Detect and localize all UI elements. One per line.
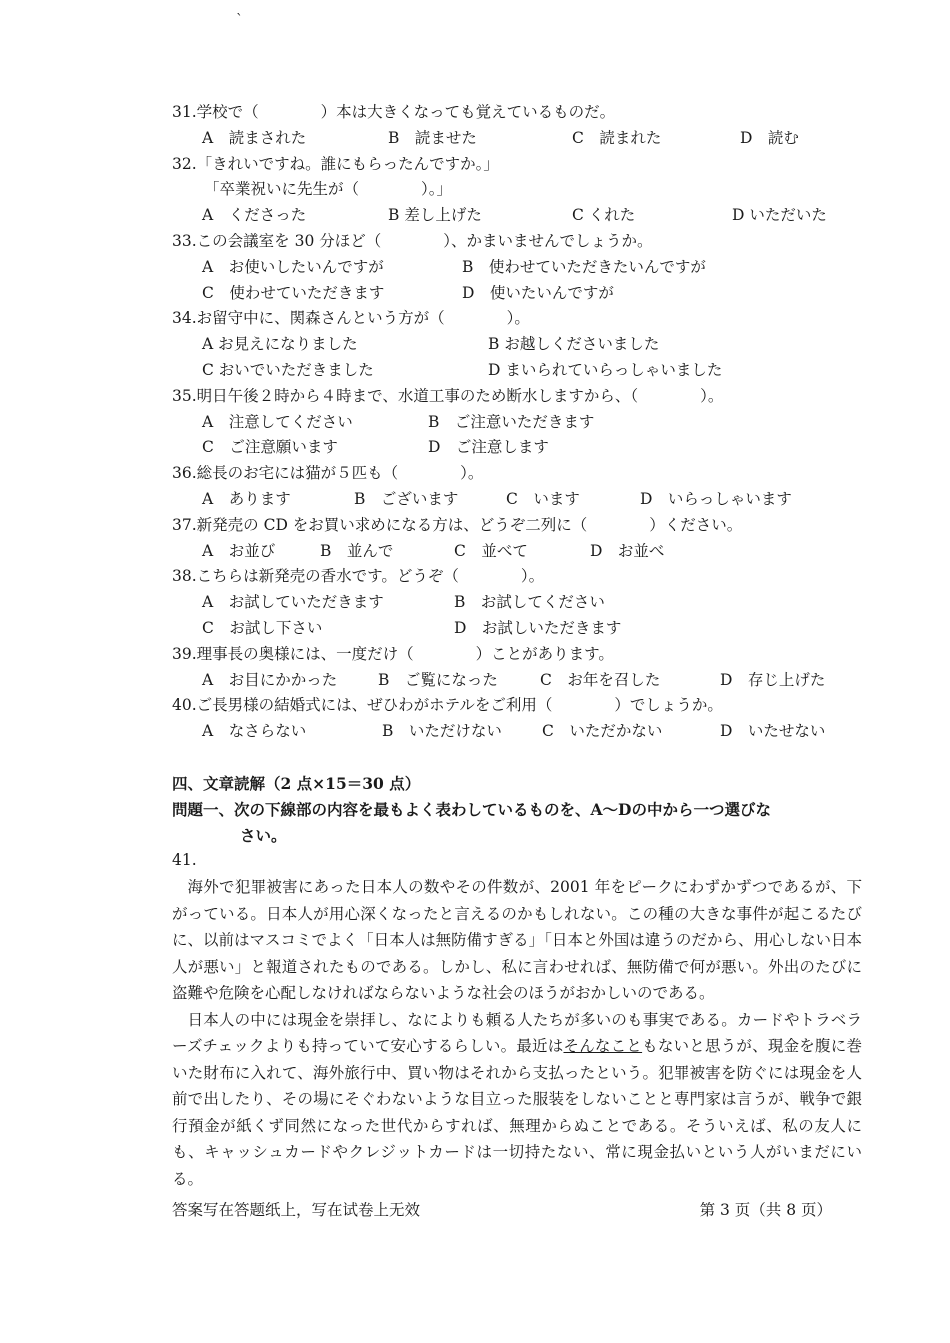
- question-number: 35.: [172, 386, 197, 405]
- options-row: [172, 590, 862, 616]
- question-36: [172, 461, 862, 487]
- option-c: C くれた: [572, 206, 636, 225]
- question-number: 34.: [172, 309, 197, 328]
- options-row: [172, 616, 862, 642]
- option-c: C います: [506, 489, 580, 508]
- question-38: [172, 564, 862, 590]
- options-row: [172, 435, 862, 461]
- option-a: A お見えになりました: [202, 335, 358, 354]
- option-b: B ご注意いただきます: [428, 412, 595, 431]
- option-c: C 使わせていただきます: [202, 283, 385, 302]
- option-b: B 差し上げた: [388, 206, 482, 225]
- option-d: D いたせない: [720, 722, 826, 741]
- question-number: 37.: [172, 515, 197, 534]
- question-32: [172, 152, 862, 178]
- instruction-line2: さい。: [240, 825, 287, 845]
- instruction-line1: 問題一、次の下線部の内容を最もよく表わしているものを、A～Dの中から一つ選びな: [172, 799, 771, 819]
- option-b: B 読ませた: [388, 128, 477, 147]
- option-a: A お目にかかった: [202, 670, 338, 689]
- stray-mark: `: [236, 12, 243, 28]
- option-a: A お使いしたいんですが: [202, 257, 384, 276]
- question-number: 38.: [172, 567, 197, 586]
- option-c: C 読まれた: [572, 128, 662, 147]
- page-footer: [172, 1198, 832, 1220]
- options-row: [172, 539, 862, 565]
- option-c: C お試し下さい: [202, 618, 323, 637]
- options-row: [172, 719, 862, 745]
- option-a: A 注意してください: [202, 412, 353, 431]
- question-stem: こちらは新発売の香水です。どうぞ（ ）。: [196, 567, 545, 586]
- question-number: 31.: [172, 103, 197, 121]
- option-c: C 並べて: [454, 541, 528, 560]
- exam-content: [172, 100, 862, 1192]
- option-a: A くださった: [202, 206, 307, 225]
- option-d: D お並べ: [590, 541, 665, 560]
- item-number: 41.: [172, 851, 197, 870]
- option-a: A なさらない: [202, 722, 307, 741]
- option-a: A 読まされた: [202, 128, 307, 147]
- question-33: [172, 229, 862, 255]
- options-row: [172, 281, 862, 307]
- option-c: C ご注意願います: [202, 438, 338, 457]
- option-d: D 読む: [740, 128, 799, 147]
- options-row: [172, 358, 862, 384]
- question-number: 32.: [172, 154, 197, 173]
- option-d: D 使いたいんですが: [462, 283, 614, 302]
- question-stem: 明日午後２時から４時まで、水道工事のため断水しますから、（ ）。: [196, 386, 724, 405]
- question-35: [172, 384, 862, 410]
- question-stem: この会議室を 30 分ほど（ ）、かまいませんでしょうか。: [196, 231, 653, 250]
- passage-paragraph-1: 海外で犯罪被害にあった日本人の数やその件数が、2001 年をピークにわずかずつであるが、下がっている。日本人が用心深くなったと言えるのかもしれない。この種の大きな事件が起こるたびに、以前はマスコミでよく「日本人は無防備すぎる」「日本と外国は違うのだから、用心しない日本人が悪い」と報道されたものである。しかし、私に言わせれば、無防備で何が悪い。外出のたびに盗難や危険を心配しなければならないような社会のほうがおかしいのである。: [172, 878, 862, 1003]
- question-stem: 総長のお宅には猫が５匹も（ ）。: [196, 464, 484, 483]
- question-40: [172, 693, 862, 719]
- question-stem-line2: 「卒業祝いに先生が（ ）。」: [204, 180, 453, 199]
- option-d: D ご注意します: [428, 438, 549, 457]
- option-a: A お試していただきます: [202, 593, 384, 612]
- options-row: [172, 203, 862, 229]
- option-c: C いただかない: [542, 722, 663, 741]
- question-37: [172, 513, 862, 539]
- paragraph-text: もないと思うが、現金を腹に巻いた財布に入れて、海外旅行中、買い物はそれから支払ったという。犯罪被害を防ぐには現金を人前で出したり、その場にそぐわないような目立った服装をしないことと専門家は言うが、戦争で銀行預金が紙くず同然になった世代からすれば、無理からぬことである。そういえば、私の友人にも、キャッシュカードやクレジットカードは一切持たない、常に現金払いという人がいまだにいる。: [172, 1037, 862, 1188]
- option-b: B 並んで: [320, 541, 394, 560]
- passage-paragraph-2: [172, 1007, 862, 1193]
- question-stem: お留守中に、関森さんという方が（ ）。: [196, 309, 530, 328]
- option-b: B お越しくださいました: [488, 335, 660, 354]
- question-number: 39.: [172, 644, 197, 663]
- page-number: 第 3 页（共 8 页）: [699, 1201, 832, 1219]
- question-stem: 「きれいですね。誰にもらったんですか。」: [196, 154, 499, 173]
- question-number: 40.: [172, 696, 197, 715]
- underlined-phrase: そんなこと: [563, 1037, 643, 1056]
- option-a: A お並び: [202, 541, 276, 560]
- option-d: D いただいた: [732, 206, 827, 225]
- question-31: [172, 100, 862, 126]
- option-b: B お試してください: [454, 593, 605, 612]
- option-b: B 使わせていただきたいんですが: [462, 257, 706, 276]
- option-b: B ご覧になった: [378, 670, 498, 689]
- option-b: B いただけない: [382, 722, 502, 741]
- paragraph-text: 日本人の中には現金を崇拝し、なによりも頼る人たちが多いのも事実である。カードやトラベラーズチェックよりも持っていて安心するらしい。最近は: [172, 1010, 862, 1056]
- question-stem: 学校で（ ）本は大きくなっても覚えているものだ。: [196, 103, 616, 121]
- option-b: B ございます: [354, 489, 459, 508]
- question-34: [172, 306, 862, 332]
- question-number: 33.: [172, 231, 197, 250]
- options-row: [172, 410, 862, 436]
- question-stem: ご長男様の結婚式には、ぜひわがホテルをご利用（ ）でしょうか。: [196, 696, 723, 715]
- question-stem: 理事長の奥様には、一度だけ（ ）ことがあります。: [196, 644, 614, 663]
- options-row: [172, 332, 862, 358]
- option-c: C お年を召した: [540, 670, 661, 689]
- options-row: [172, 487, 862, 513]
- options-row: [172, 668, 862, 694]
- option-a: A あります: [202, 489, 291, 508]
- footer-note: 答案写在答题纸上，写在试卷上无效: [172, 1201, 421, 1219]
- options-row: [172, 255, 862, 281]
- section-heading: 四、文章読解（2 点×15＝30 点）: [172, 773, 421, 793]
- option-c: C おいでいただきました: [202, 360, 374, 379]
- option-d: D いらっしゃいます: [640, 489, 792, 508]
- option-d: D まいられていらっしゃいました: [488, 360, 723, 379]
- question-39: [172, 642, 862, 668]
- question-stem: 新発売の CD をお買い求めになる方は、どうぞ二列に（ ）ください。: [196, 515, 743, 534]
- option-d: D お試しいただきます: [454, 618, 622, 637]
- options-row: [172, 126, 862, 152]
- question-number: 36.: [172, 464, 197, 483]
- option-d: D 存じ上げた: [720, 670, 826, 689]
